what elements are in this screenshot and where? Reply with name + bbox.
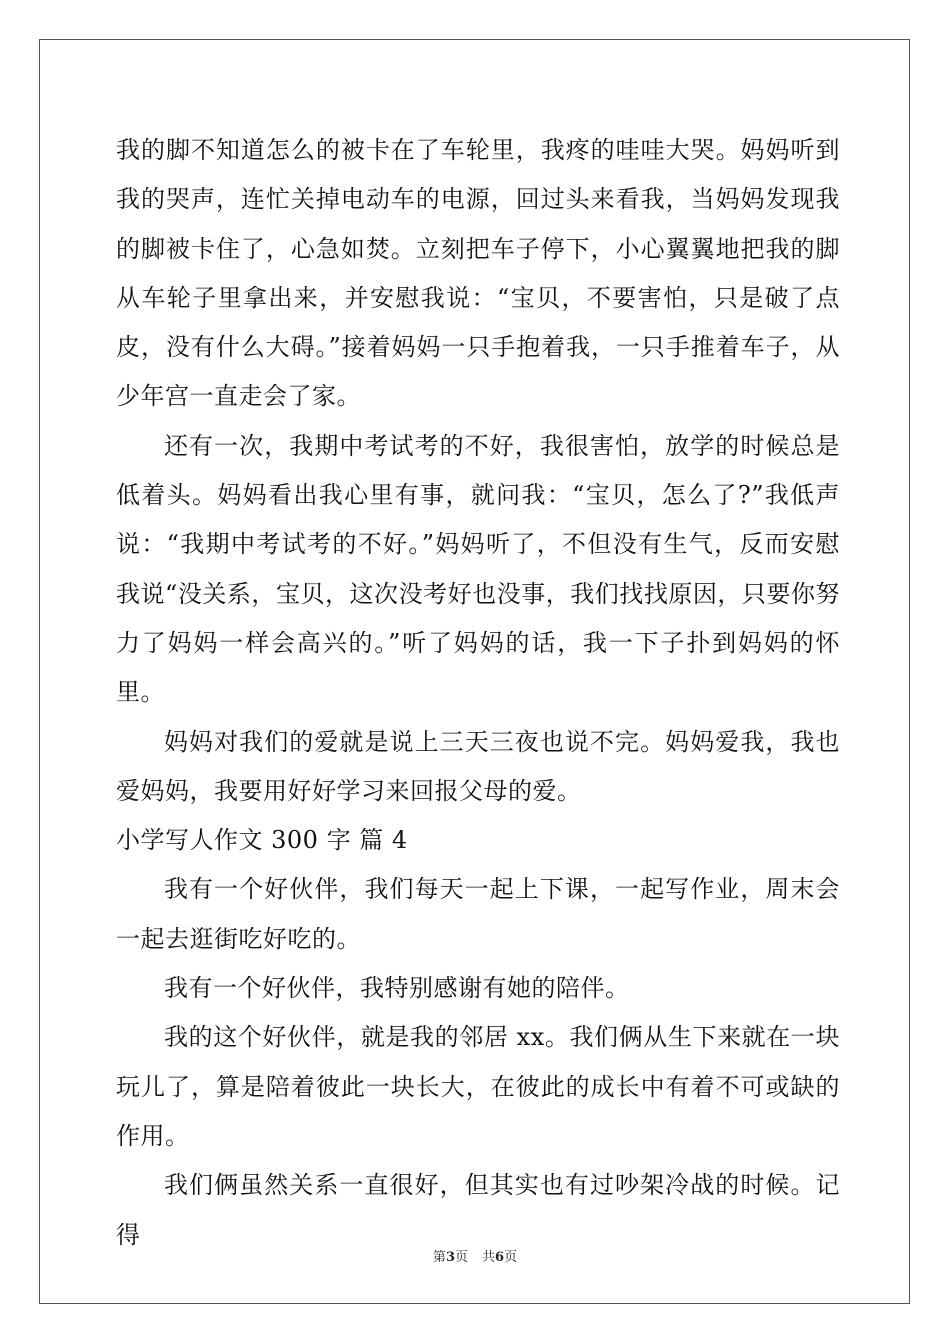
paragraph: 我有一个好伙伴，我们每天一起上下课，一起写作业，周末会一起去逛街吃好吃的。 bbox=[116, 875, 840, 953]
page-prefix: 第 bbox=[432, 1250, 446, 1265]
paragraph: 我的脚不知道怎么的被卡在了车轮里，我疼的哇哇大哭。妈妈听到我的哭声，连忙关掉电动车的电源，回过头来看我，当妈妈发现我的脚被卡住了，心急如焚。立刻把车子停下，小心翼翼地把我的脚从车轮子里拿出来，并安慰我说：“宝贝，不要害怕，只是破了点皮，没有什么大碍。”接着妈妈一只手抱着我，一只手推着车子，从少年宫一直走会了家。 bbox=[116, 136, 840, 411]
page-unit: 页 bbox=[454, 1250, 468, 1265]
total-unit: 页 bbox=[504, 1250, 518, 1265]
page-total: 6 bbox=[495, 1250, 505, 1265]
paragraph: 我们俩虽然关系一直很好，但其实也有过吵架冷战的时候。记得 bbox=[116, 1171, 840, 1249]
paragraph: 妈妈对我们的爱就是说上三天三夜也说不完。妈妈爱我，我也爱妈妈，我要用好好学习来回报父母的爱。 bbox=[116, 727, 840, 805]
section-heading: 小学写人作文 300 字 篇 4 bbox=[116, 826, 408, 855]
total-prefix: 共 bbox=[482, 1250, 496, 1265]
page-footer bbox=[0, 1246, 950, 1265]
paragraph: 还有一次，我期中考试考的不好，我很害怕，放学的时候总是低着头。妈妈看出我心里有事，就问我：“宝贝，怎么了?”我低声说：“我期中考试考的不好。”妈妈听了，不但没有生气，反而安慰我说“没关系，宝贝，这次没考好也没事，我们找找原因，只要你努力了妈妈一样会高兴的。”听了妈妈的话，我一下子扑到妈妈的怀里。 bbox=[116, 431, 840, 707]
document-body bbox=[116, 126, 840, 1260]
page-current: 3 bbox=[445, 1250, 455, 1265]
paragraph: 我的这个好伙伴，就是我的邻居 xx。我们俩从生下来就在一块玩儿了，算是陪着彼此一块长大，在彼此的成长中有着不可或缺的作用。 bbox=[116, 1023, 840, 1150]
paragraph: 我有一个好伙伴，我特别感谢有她的陪伴。 bbox=[164, 974, 630, 1003]
